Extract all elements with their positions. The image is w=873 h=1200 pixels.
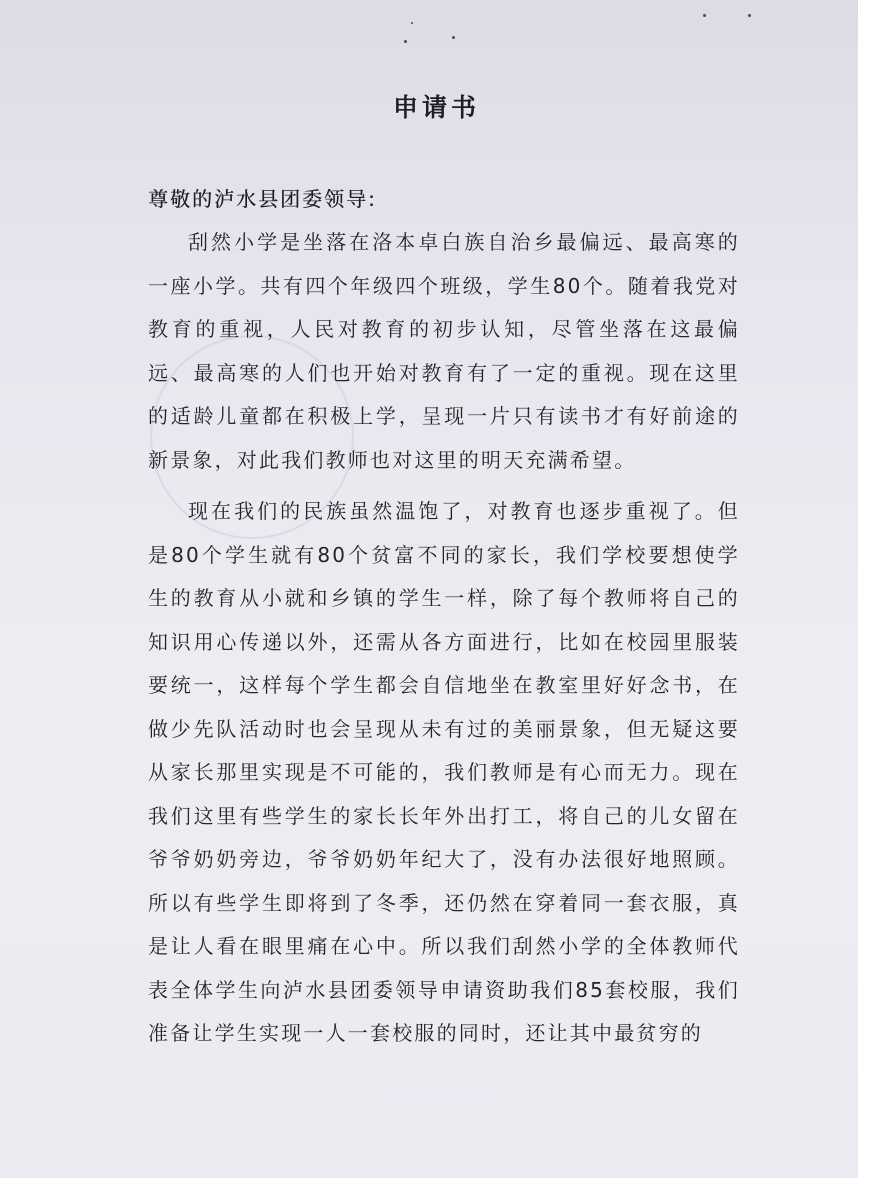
scan-speck <box>748 14 751 17</box>
salutation-line: 尊敬的泸水县团委领导: <box>148 187 377 211</box>
scan-margin-right <box>858 0 873 1200</box>
scan-speck <box>703 14 706 17</box>
scan-speck <box>452 36 455 39</box>
document-title: 申请书 <box>392 93 480 122</box>
paragraph-2: 现在我们的民族虽然温饱了，对教育也逐步重视了。但是80个学生就有80个贫富不同的家长，我们学校要想使学生的教育从小就和乡镇的学生一样，除了每个教师将自己的知识用心传递以外，还需从各方面进行，比如在校园里服装要统一，这样每个学生都会自信地坐在教室里好好念书，在做少先队活动时也会呈现从未有过的美丽景象，但无疑这要从家长那里实现是不可能的，我们教师是有心而无力。现在我们这里有些学生的家长长年外出打工，将自己的儿女留在爷爷奶奶旁边，爷爷奶奶年纪大了，没有办法很好地照顾。所以有些学生即将到了冬季，还仍然在穿着同一套衣服，真是让人看在眼里痛在心中。所以我们刮然小学的全体教师代表全体学生向泸水县团委领导申请资助我们85套校服，我们准备让学生实现一人一套校服的同时，还让其中最贫穷的 <box>148 499 740 1045</box>
scan-speck <box>411 22 413 24</box>
scan-speck <box>404 40 407 43</box>
paragraph-1: 刮然小学是坐落在洛本卓白族自治乡最偏远、最高寒的一座小学。共有四个年级四个班级，学生80个。随着我党对教育的重视，人民对教育的初步认知，尽管坐落在这最偏远、最高寒的人们也开始对教育有了一定的重视。现在这里的适龄儿童都在积极上学，呈现一片只有读书才有好前途的新景象，对此我们教师也对这里的明天充满希望。 <box>148 230 740 472</box>
scan-margin-bottom <box>0 1178 873 1200</box>
letter-body <box>148 221 740 1064</box>
